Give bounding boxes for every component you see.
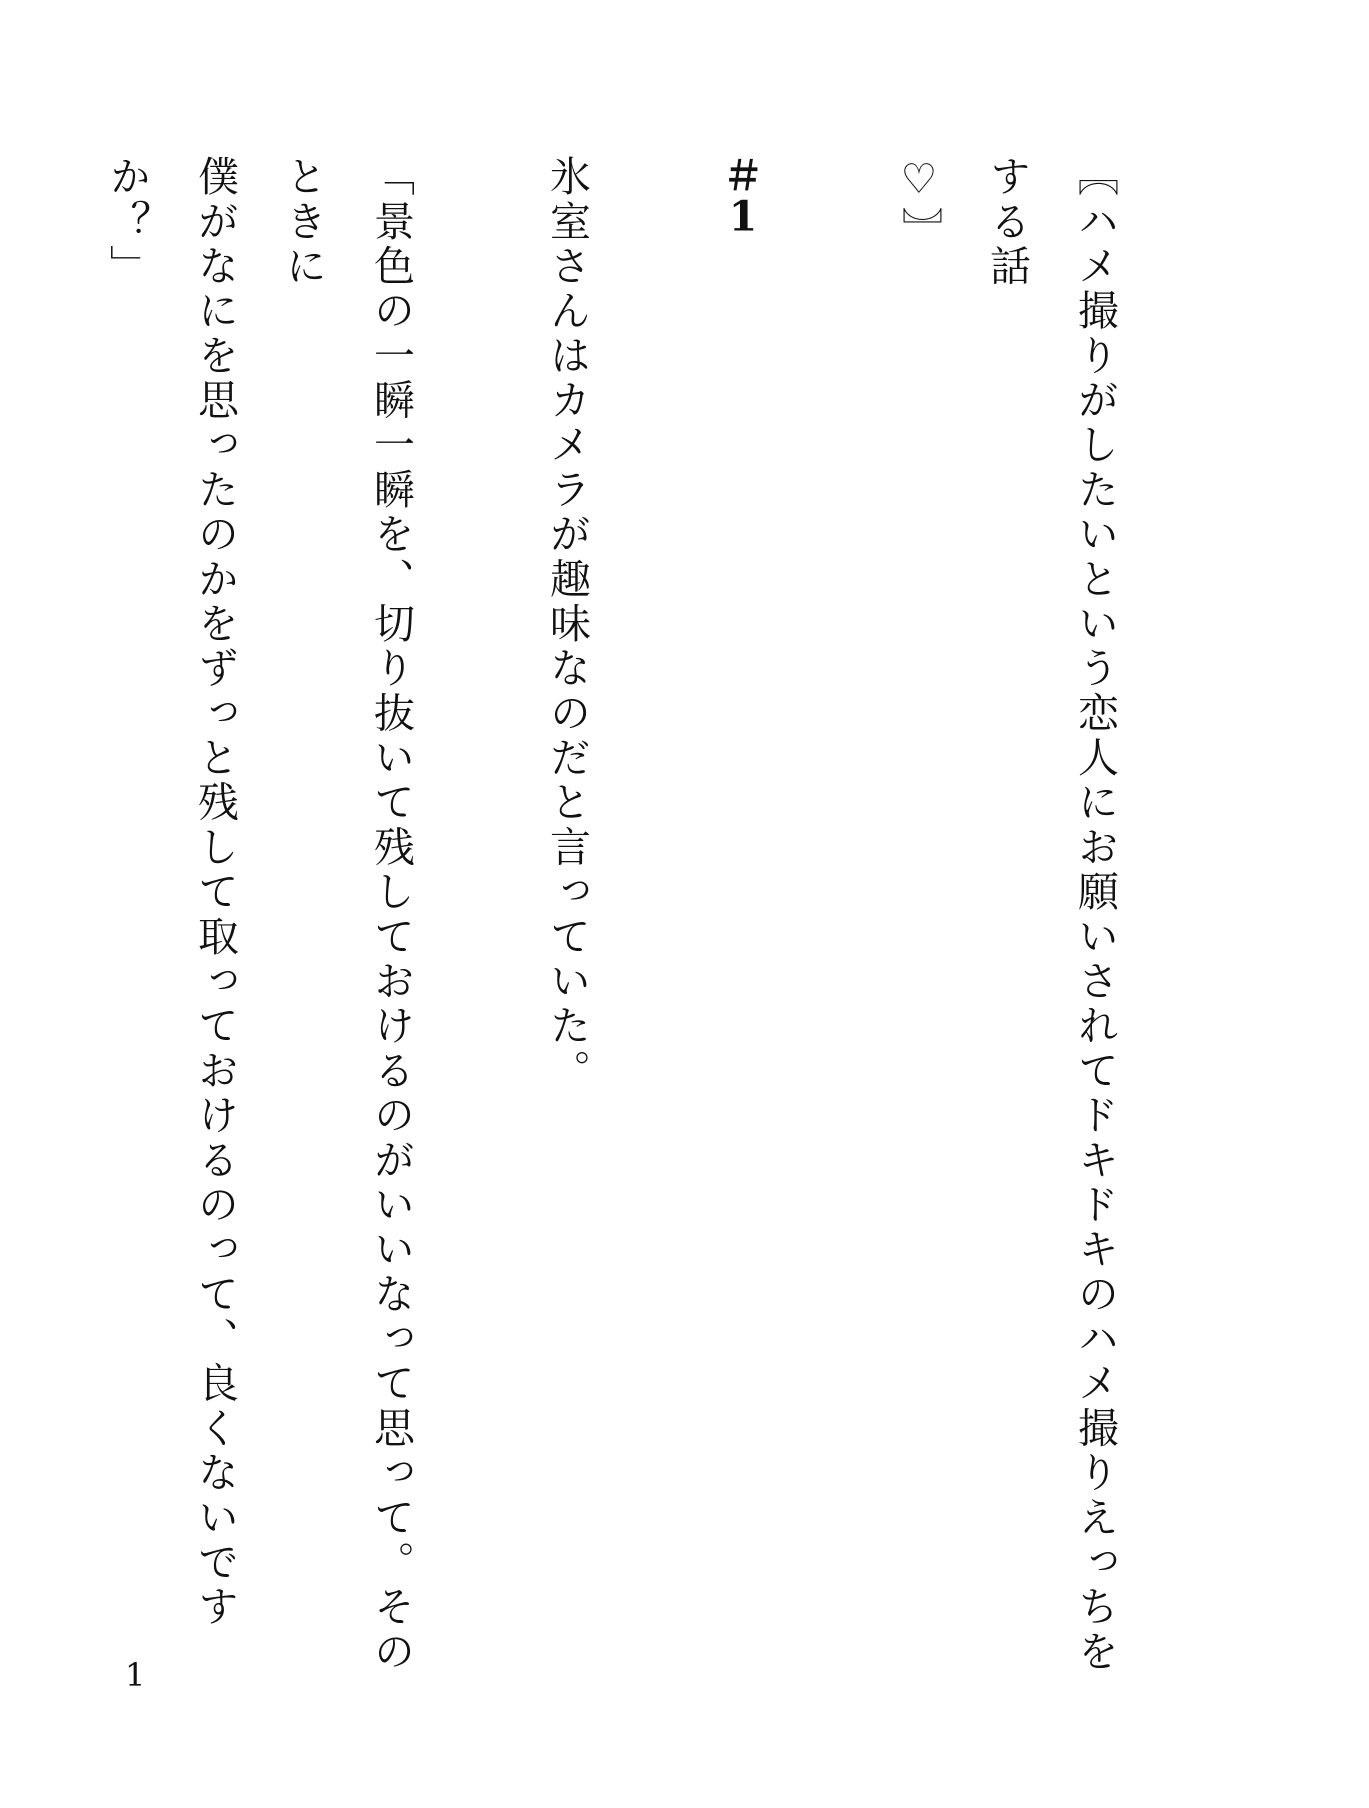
blank-line [611,155,699,1705]
chapter-mark: ＃ [722,155,764,196]
blank-line [435,155,523,1705]
chapter-heading [699,155,787,1705]
paragraph-line-1: 氷室さんはカメラが趣味なのだと言っていた。 [543,155,591,1094]
story-title-line-1: 〖ハメ撮りがしたいという恋人にお願いされてドキドキのハメ撮りえっちをする話 [983,155,1119,1675]
chapter-number: 1 [728,196,758,237]
page-number: 1 [125,1656,146,1694]
paragraph-line-3: 僕がなにを思ったのかをずっと残して取っておけるのって、良くないですか？」 [103,155,239,1630]
vertical-text-body [0,155,1139,1705]
story-title-line-2: ♡〗 [895,155,943,252]
paragraph-line-2: 「景色の一瞬一瞬を、切り抜いて残しておけるのがいいなって思って。そのときに [279,155,415,1675]
blank-line [787,155,875,1705]
blank-line [0,155,83,1705]
